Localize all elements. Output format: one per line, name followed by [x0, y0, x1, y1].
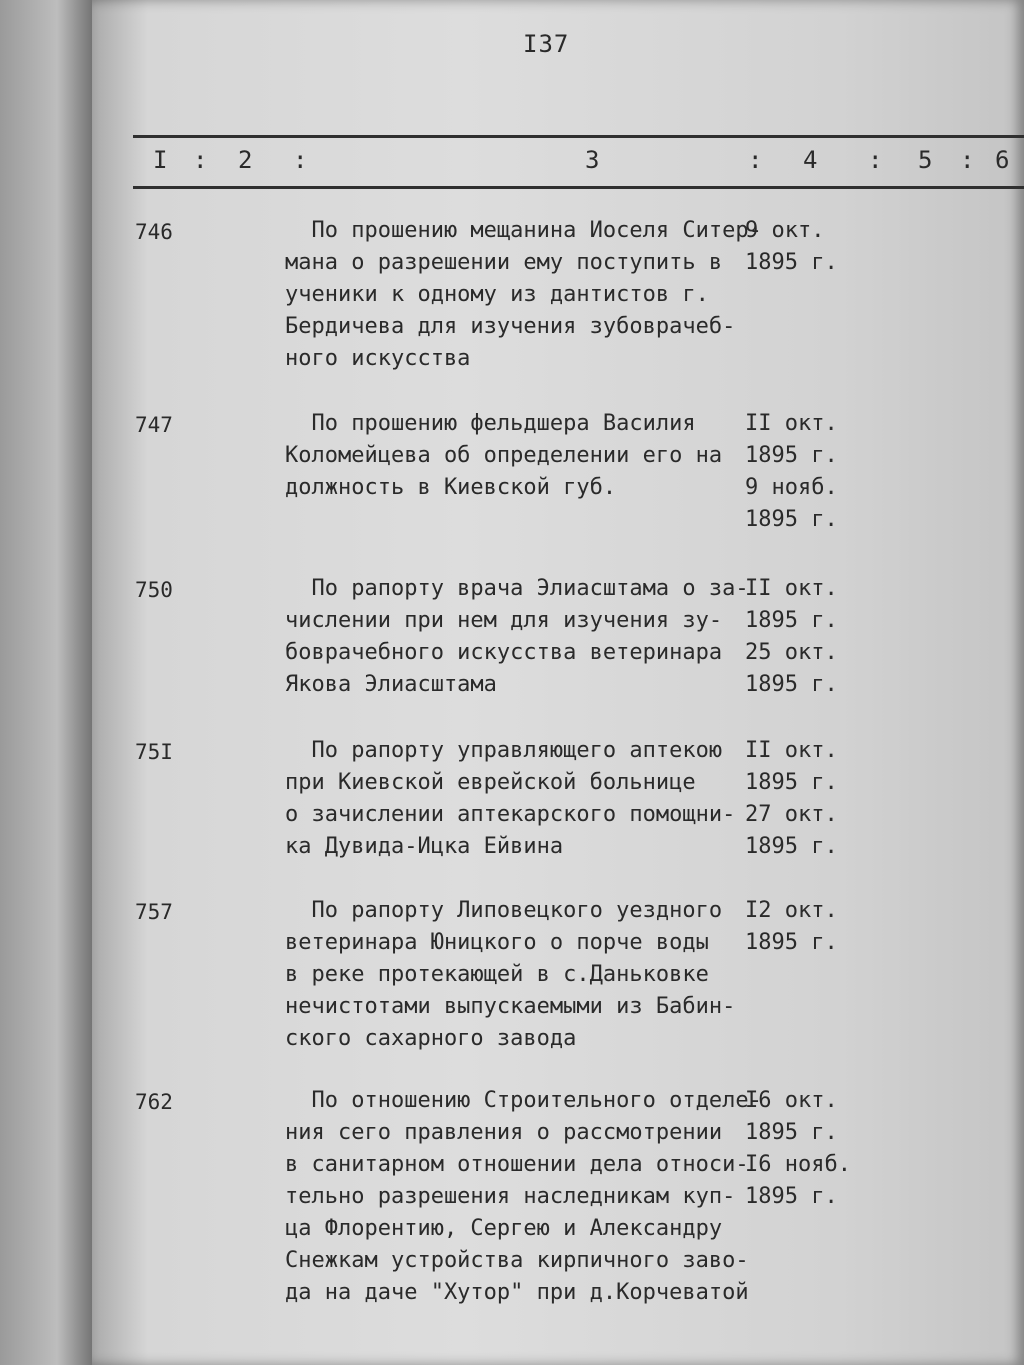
- description-line: Коломейцева об определении его на: [285, 443, 723, 468]
- description-line: боврачебного искусства ветеринара: [285, 640, 723, 665]
- header-rule-bottom: [133, 186, 1024, 189]
- column-separator: :: [868, 146, 883, 174]
- description-line: в реке протекающей в с.Даньковке: [285, 962, 709, 987]
- description-line: да на даче "Хутор" при д.Корчеватой: [285, 1280, 749, 1305]
- date-line: 1895 г.: [745, 608, 838, 633]
- description-line: ветеринара Юницкого о порче воды: [285, 930, 709, 955]
- description-line: ка Дувида-Ицка Ейвина: [285, 834, 564, 859]
- date-line: I6 окт.: [745, 1088, 838, 1113]
- date-line: I6 нояб.: [745, 1152, 851, 1177]
- column-header-6: 6: [995, 146, 1010, 174]
- entry-dates: [745, 735, 855, 863]
- column-separator: :: [748, 146, 763, 174]
- entry-number: 762: [135, 1090, 173, 1114]
- description-line: ного искусства: [285, 346, 471, 371]
- date-line: 1895 г.: [745, 1120, 838, 1145]
- description-line: ца Флорентию, Сергею и Александру: [285, 1216, 723, 1241]
- date-line: 1895 г.: [745, 672, 838, 697]
- date-line: 1895 г.: [745, 834, 838, 859]
- date-line: 25 окт.: [745, 640, 838, 665]
- date-line: I2 окт.: [745, 898, 838, 923]
- date-line: 1895 г.: [745, 443, 838, 468]
- description-line: числении при нем для изучения зу-: [285, 608, 723, 633]
- entry-number: 746: [135, 220, 173, 244]
- column-separator: :: [293, 146, 308, 174]
- date-line: 1895 г.: [745, 930, 838, 955]
- description-line: По рапорту управляющего аптекою: [285, 738, 723, 763]
- description-line: нечистотами выпускаемыми из Бабин-: [285, 994, 736, 1019]
- entry-description: [285, 408, 760, 504]
- date-line: 27 окт.: [745, 802, 838, 827]
- header-rule-top: [133, 135, 1024, 138]
- description-line: ния сего правления о рассмотрении: [285, 1120, 723, 1145]
- column-header-4: 4: [803, 146, 818, 174]
- date-line: 9 нояб.: [745, 475, 838, 500]
- description-line: Бердичева для изучения зубоврачеб-: [285, 314, 736, 339]
- description-line: По прошению фельдшера Василия: [285, 411, 696, 436]
- column-header-I: I: [153, 146, 168, 174]
- entry-dates: [745, 408, 855, 536]
- description-line: Снежкам устройства кирпичного заво-: [285, 1248, 749, 1273]
- entry-number: 750: [135, 578, 173, 602]
- description-line: ского сахарного завода: [285, 1026, 577, 1051]
- description-line: ученики к одному из дантистов г.: [285, 282, 709, 307]
- entry-description: [285, 1085, 760, 1309]
- description-line: Якова Элиасштама: [285, 672, 497, 697]
- entry-description: [285, 735, 760, 863]
- column-header-2: 2: [238, 146, 253, 174]
- left-page-margin: [0, 0, 95, 1365]
- column-header-3: 3: [585, 146, 600, 174]
- column-separator: :: [193, 146, 208, 174]
- date-line: 1895 г.: [745, 770, 838, 795]
- description-line: По рапорту Липовецкого уездного: [285, 898, 723, 923]
- date-line: II окт.: [745, 738, 838, 763]
- entry-dates: [745, 573, 855, 701]
- entry-description: [285, 573, 760, 701]
- entry-number: 757: [135, 900, 173, 924]
- date-line: 1895 г.: [745, 507, 838, 532]
- column-header-5: 5: [918, 146, 933, 174]
- description-line: при Киевской еврейской больнице: [285, 770, 696, 795]
- description-line: По прошению мещанина Иоселя Ситер-: [285, 218, 762, 243]
- description-line: По отношению Строительного отделе-: [285, 1088, 762, 1113]
- entry-dates: [745, 215, 855, 279]
- column-separator: :: [960, 146, 975, 174]
- description-line: По рапорту врача Элиасштама о за-: [285, 576, 749, 601]
- entry-dates: [745, 1085, 855, 1213]
- description-line: должность в Киевской губ.: [285, 475, 617, 500]
- date-line: II окт.: [745, 411, 838, 436]
- date-line: 9 окт.: [745, 218, 825, 243]
- description-line: о зачислении аптекарского помощни-: [285, 802, 736, 827]
- entry-description: [285, 215, 760, 375]
- date-line: II окт.: [745, 576, 838, 601]
- date-line: 1895 г.: [745, 250, 838, 275]
- description-line: тельно разрешения наследникам куп-: [285, 1184, 736, 1209]
- entry-number: 747: [135, 413, 173, 437]
- date-line: 1895 г.: [745, 1184, 838, 1209]
- entry-description: [285, 895, 760, 1055]
- entry-dates: [745, 895, 855, 959]
- page-number: I37: [523, 30, 570, 58]
- description-line: мана о разрешении ему поступить в: [285, 250, 723, 275]
- entry-number: 75I: [135, 740, 173, 764]
- description-line: в санитарном отношении дела относи-: [285, 1152, 749, 1177]
